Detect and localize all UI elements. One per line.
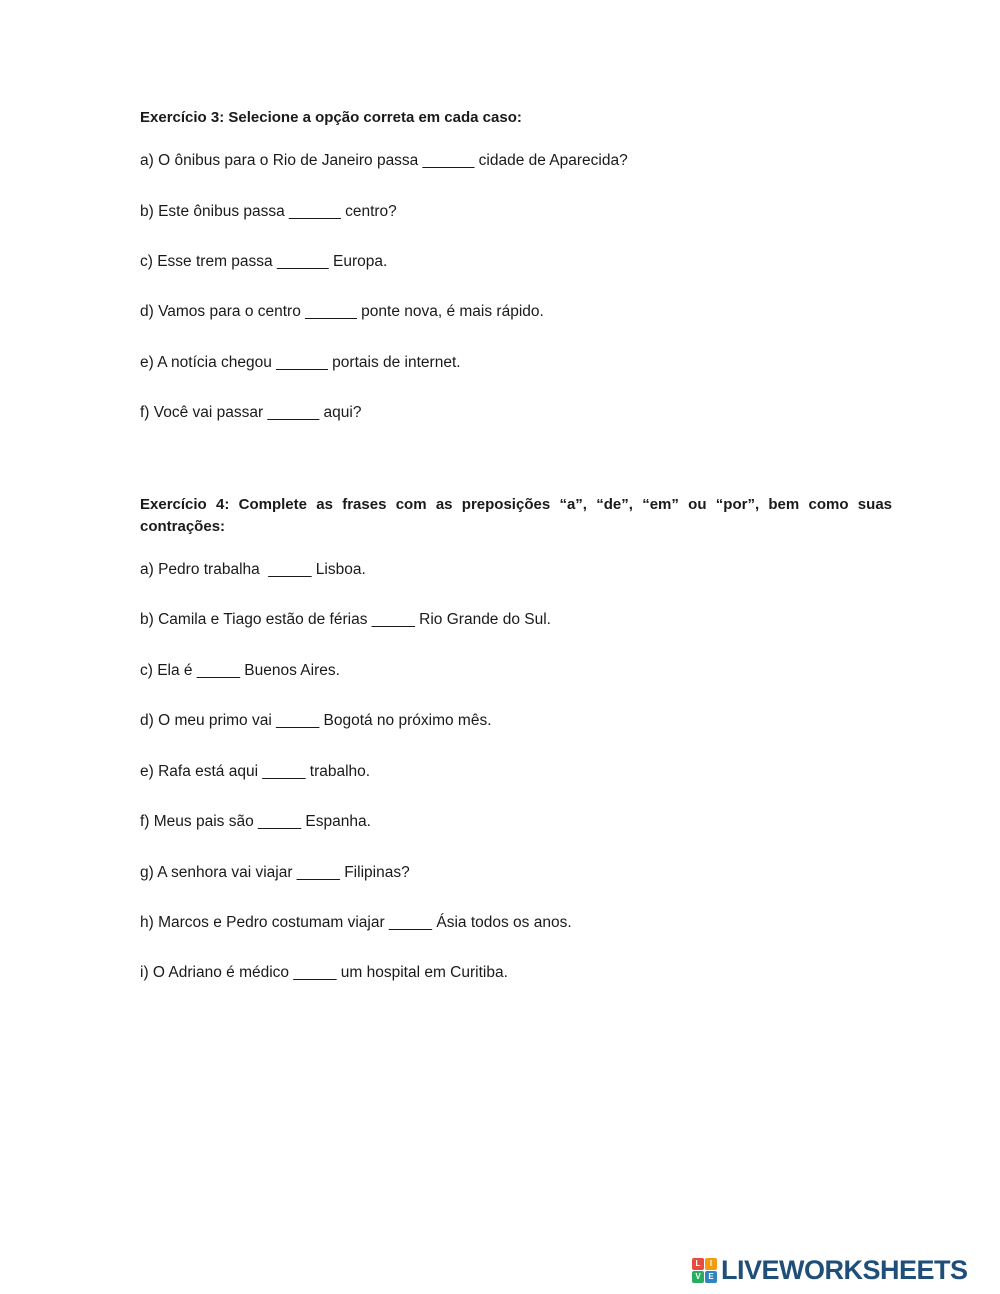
exercise-3-item-c: c) Esse trem passa ______ Europa. bbox=[140, 253, 388, 270]
exercise-3-item-d: d) Vamos para o centro ______ ponte nova, é mais rápido. bbox=[140, 303, 544, 320]
logo-mark-i: I bbox=[705, 1258, 717, 1270]
logo-mark-v: V bbox=[692, 1271, 704, 1283]
exercise-4-item-b: b) Camila e Tiago estão de férias _____ Rio Grande do Sul. bbox=[140, 611, 551, 628]
exercise-4-item-f: f) Meus pais são _____ Espanha. bbox=[140, 813, 371, 830]
logo-mark-e: E bbox=[705, 1271, 717, 1283]
exercise-4-item-g: g) A senhora vai viajar _____ Filipinas? bbox=[140, 864, 410, 881]
exercise-4-item-a: a) Pedro trabalha _____ Lisboa. bbox=[140, 561, 366, 578]
exercise-3-item-f: f) Você vai passar ______ aqui? bbox=[140, 404, 362, 421]
exercise-4-item-i: i) O Adriano é médico _____ um hospital em Curitiba. bbox=[140, 964, 508, 981]
exercise-3-item-e: e) A notícia chegou ______ portais de internet. bbox=[140, 354, 461, 371]
liveworksheets-logo-icon bbox=[692, 1258, 717, 1283]
liveworksheets-logo bbox=[692, 1255, 968, 1285]
exercise-3-item-a: a) O ônibus para o Rio de Janeiro passa ______ cidade de Aparecida? bbox=[140, 152, 628, 169]
exercise-4-item-c: c) Ela é _____ Buenos Aires. bbox=[140, 662, 340, 679]
exercise-4-item-h: h) Marcos e Pedro costumam viajar _____ Ásia todos os anos. bbox=[140, 914, 572, 931]
exercise-4-title: Exercício 4: Complete as frases com as preposições “a”, “de”, “em” ou “por”, bem como suas contrações: bbox=[140, 496, 892, 535]
exercise-4-item-d: d) O meu primo vai _____ Bogotá no próximo mês. bbox=[140, 712, 492, 729]
liveworksheets-logo-text: LIVEWORKSHEETS bbox=[721, 1255, 968, 1285]
exercise-3-title: Exercício 3: Selecione a opção correta em cada caso: bbox=[140, 109, 522, 126]
exercise-3-item-b: b) Este ônibus passa ______ centro? bbox=[140, 203, 397, 220]
logo-mark-l: L bbox=[692, 1258, 704, 1270]
exercise-4-item-e: e) Rafa está aqui _____ trabalho. bbox=[140, 763, 371, 780]
